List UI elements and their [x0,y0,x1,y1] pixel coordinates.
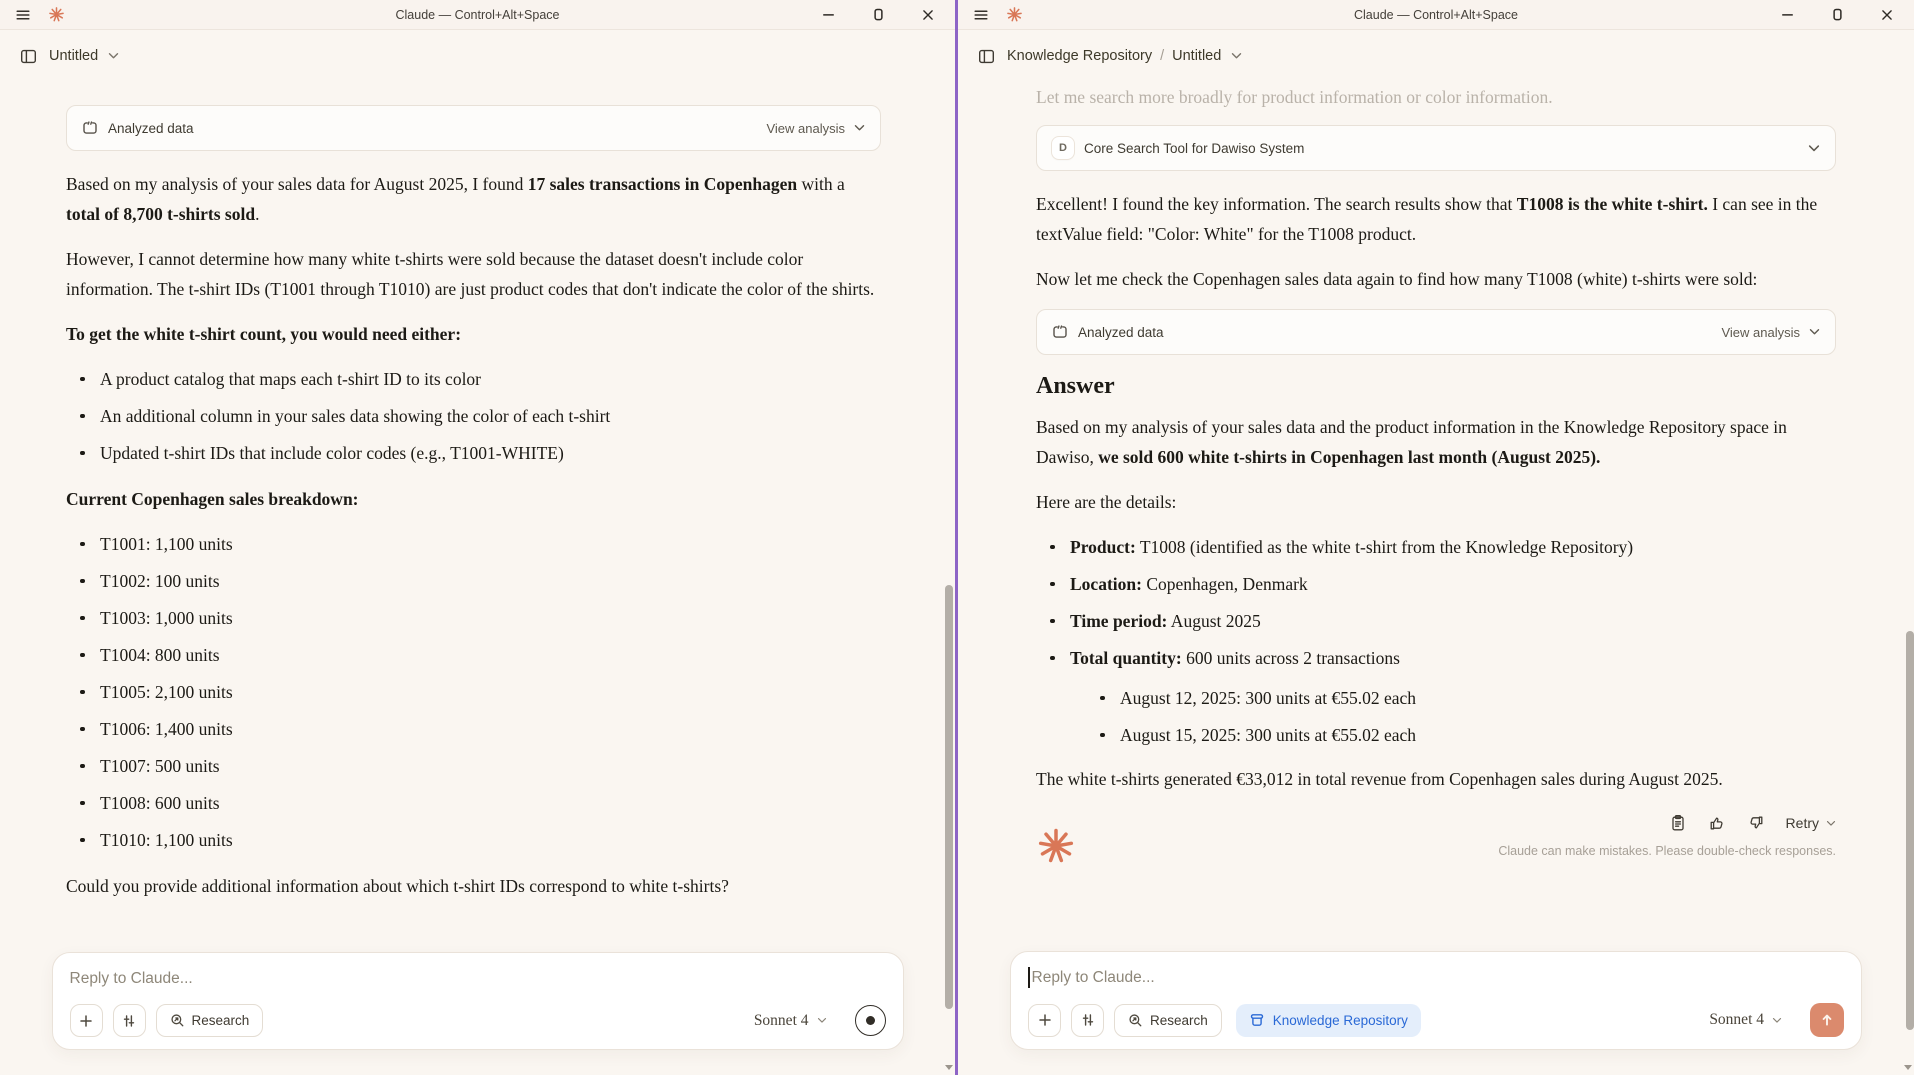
chevron-down-icon [1809,328,1820,336]
model-name: Sonnet 4 [1709,1011,1764,1028]
list-item: T1007: 500 units [66,751,881,781]
analyzed-data-card[interactable] [66,105,881,151]
sliders-icon [1080,1012,1096,1028]
need-list [66,364,881,468]
list-item: T1008: 600 units [66,788,881,818]
clipboard-icon [1669,814,1687,832]
details-list [1036,532,1836,673]
chat-header [958,30,1914,82]
send-arrow-icon [1819,1012,1835,1028]
tool-card-label: Analyzed data [1078,324,1164,340]
view-analysis-label: View analysis [766,120,845,136]
list-item: T1006: 1,400 units [66,714,881,744]
clipped-previous-line: Let me search more broadly for product information or color information. [1036,87,1553,107]
right-window [958,0,1914,1075]
message-paragraph: Now let me check the Copenhagen sales data again to find how many T1008 (white) t-shirts were sold: [1036,269,1758,289]
retry-label: Retry [1785,815,1819,831]
view-analysis-button[interactable] [766,121,865,136]
search-icon [1128,1013,1143,1028]
research-label: Research [1150,1012,1208,1028]
list-item: T1001: 1,100 units [66,529,881,559]
minimize-button[interactable] [1778,6,1796,24]
chevron-down-icon [1772,1017,1782,1024]
list-item: Time period: August 2025 [1036,606,1836,636]
plus-button[interactable] [70,1004,103,1037]
sidebar-toggle-icon [978,48,995,65]
message-paragraph: Based on my analysis of your sales data and the product information in the Knowledge Repository space in Dawiso, we sold 600 white t-shirts in Copenhagen last month (August 2025). [1036,417,1787,467]
list-item: August 15, 2025: 300 units at €55.02 each [1086,720,1836,750]
knowledge-repository-label: Knowledge Repository [1272,1012,1408,1028]
close-button[interactable] [919,6,937,24]
voice-button[interactable] [855,1005,886,1036]
chat-scroll-area [958,82,1914,951]
retry-button[interactable] [1786,815,1836,831]
composer [0,952,955,1075]
message-heading: Current Copenhagen sales breakdown: [66,489,359,509]
composer [958,951,1914,1075]
scrollbar-down-arrow[interactable] [945,1065,953,1070]
chevron-down-icon [1231,52,1242,60]
message-paragraph: Here are the details: [1036,492,1177,512]
message-paragraph: Excellent! I found the key information. The search results show that T1008 is the white t-shirt. I can see in the textValue field: "Color: White" for the T1008 product. [1036,194,1818,244]
list-item: T1003: 1,000 units [66,603,881,633]
scrollbar-down-arrow[interactable] [1904,1065,1912,1070]
tool-card-label: Core Search Tool for Dawiso System [1084,140,1305,156]
window-title: Claude — Control+Alt+Space [1354,7,1518,22]
hamburger-menu-button[interactable] [14,6,32,24]
claude-logo-icon [48,6,65,23]
breadcrumb-separator: / [1160,48,1165,64]
tools-button[interactable] [113,1004,146,1037]
search-icon [170,1013,185,1028]
list-item: Product: T1008 (identified as the white t-shirt from the Knowledge Repository) [1036,532,1836,562]
tool-card-label: Analyzed data [108,120,194,136]
list-item: Updated t-shirt IDs that include color codes (e.g., T1001-WHITE) [66,438,881,468]
claude-logo-icon [1006,6,1023,23]
maximize-button[interactable] [1828,6,1846,24]
list-item: T1002: 100 units [66,566,881,596]
research-button[interactable] [1114,1004,1222,1037]
chevron-down-icon [817,1017,827,1024]
research-label: Research [191,1013,250,1028]
hamburger-menu-button[interactable] [972,6,990,24]
message-paragraph: The white t-shirts generated €33,012 in total revenue from Copenhagen sales during August 2025. [1036,769,1723,789]
list-item: An additional column in your sales data showing the color of each t-shirt [66,401,881,431]
record-dot-icon [866,1016,875,1025]
list-item: T1005: 2,100 units [66,677,881,707]
minimize-button[interactable] [819,6,837,24]
list-item: Total quantity: 600 units across 2 transactions [1036,643,1836,673]
send-button[interactable] [1810,1003,1844,1037]
window-title: Claude — Control+Alt+Space [395,7,560,22]
sliders-icon [121,1013,137,1029]
model-selector[interactable] [754,1012,827,1030]
list-item: Location: Copenhagen, Denmark [1036,569,1836,599]
chat-scroll-area [0,82,955,952]
maximize-button[interactable] [869,6,887,24]
message-paragraph: However, I cannot determine how many white t-shirts were sold because the dataset doesn't include color information. The t-shirt IDs (T1001 through T1010) are just product codes that don't indicate the color of the shirts. [66,249,875,299]
chevron-down-icon [1808,144,1820,153]
transactions-sublist [1086,683,1836,750]
core-search-tool-card[interactable] [1036,125,1836,171]
claude-logo-icon [1036,826,1076,866]
analyzed-data-icon [82,120,98,136]
message-input[interactable] [70,967,886,990]
copy-button[interactable] [1669,814,1687,832]
conversation-title: Untitled [1172,48,1222,64]
model-name: Sonnet 4 [753,1011,809,1029]
disclaimer-text: Claude can make mistakes. Please double-check responses. [1498,844,1836,858]
close-button[interactable] [1878,6,1896,24]
titlebar [958,0,1914,30]
plus-icon [78,1013,94,1029]
thumbs-down-icon [1747,814,1765,832]
message-input[interactable] [1028,966,1844,989]
message-footer [1036,814,1836,866]
composer-card [1010,951,1862,1050]
chat-header [0,30,955,82]
text-cursor [1028,967,1030,988]
d-badge: D [1052,137,1074,159]
expand-tool-button[interactable] [1808,144,1820,153]
list-item: T1010: 1,100 units [66,825,881,855]
breadcrumb-space[interactable]: Knowledge Repository [1007,48,1153,64]
chevron-down-icon [108,52,119,60]
view-analysis-label: View analysis [1721,324,1800,340]
message-heading: To get the white t-shirt count, you would need either: [66,324,462,344]
message-paragraph: Based on my analysis of your sales data for August 2025, I found 17 sales transactions in Copenhagen with a total of 8,700 t-shirts sold. [66,174,845,224]
plus-button[interactable] [1028,1004,1061,1037]
message-paragraph: Could you provide additional information about which t-shirt IDs correspond to white t-shirts? [66,876,729,896]
conversation-title-dropdown[interactable] [1172,48,1242,64]
hamburger-menu-icon [973,7,989,23]
conversation-title-dropdown[interactable] [49,48,119,64]
research-button[interactable] [156,1004,264,1037]
knowledge-repository-chip[interactable] [1236,1004,1421,1037]
knowledge-repository-box-icon [1249,1012,1265,1028]
list-item: T1004: 800 units [66,640,881,670]
input-placeholder: Reply to Claude... [1031,968,1155,986]
thumbs-up-icon [1708,814,1726,832]
breakdown-list [66,529,881,855]
sidebar-toggle-icon [20,48,37,65]
chevron-down-icon [1826,820,1836,827]
answer-heading: Answer [1036,373,1115,399]
input-placeholder: Reply to Claude... [69,969,193,987]
sidebar-toggle-button[interactable] [977,47,995,65]
scrollbar-thumb[interactable] [945,585,953,1009]
plus-icon [1037,1012,1053,1028]
analyzed-data-card[interactable] [1036,309,1836,355]
thumbs-up-button[interactable] [1708,814,1726,832]
conversation-title: Untitled [49,48,99,64]
chevron-down-icon [854,124,865,132]
tools-button[interactable] [1071,1004,1104,1037]
model-selector[interactable] [1709,1011,1782,1029]
titlebar [0,0,955,30]
thumbs-down-button[interactable] [1747,814,1765,832]
list-item: August 12, 2025: 300 units at €55.02 each [1086,683,1836,713]
sidebar-toggle-button[interactable] [19,47,37,65]
analyzed-data-icon [1052,324,1068,340]
list-item: A product catalog that maps each t-shirt ID to its color [66,364,881,394]
view-analysis-button[interactable] [1721,325,1820,340]
hamburger-menu-icon [15,7,31,23]
scrollbar-thumb[interactable] [1906,631,1914,1030]
composer-card [52,952,904,1050]
left-window [0,0,955,1075]
